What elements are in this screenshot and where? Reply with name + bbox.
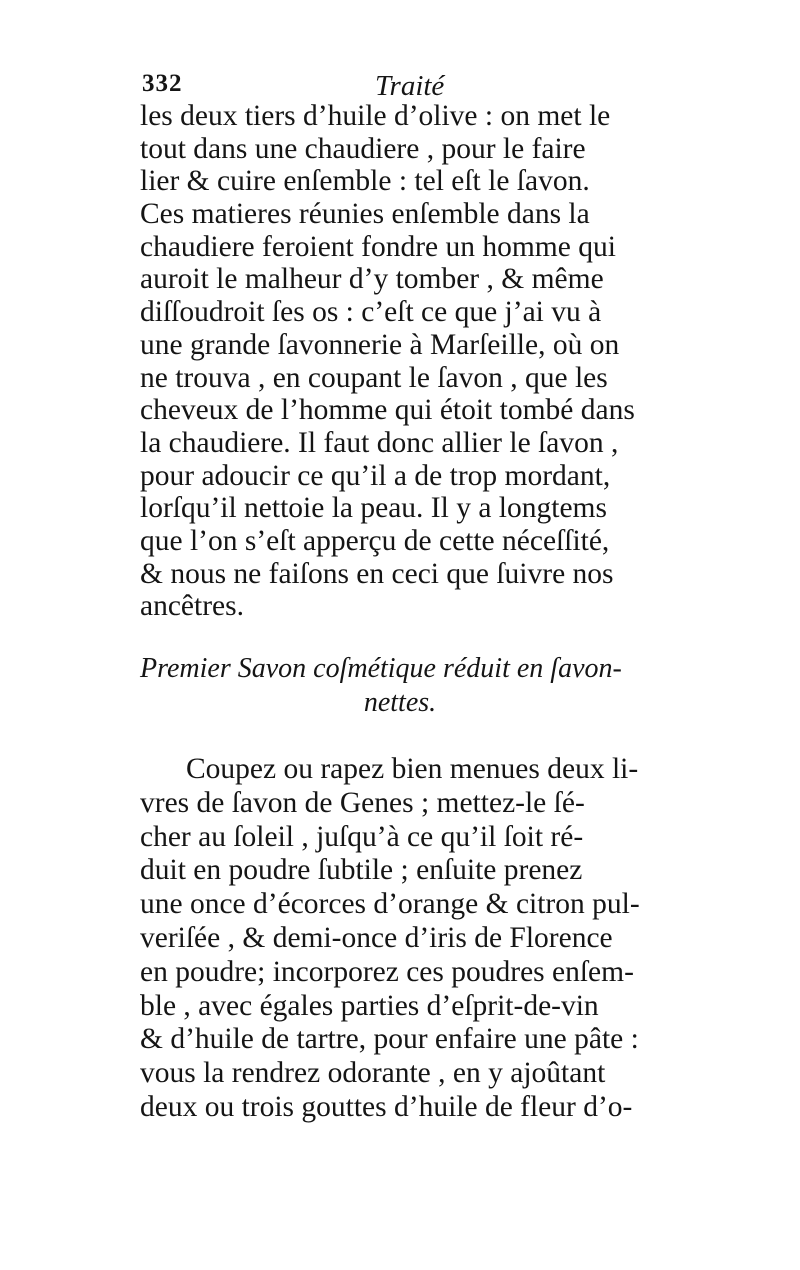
section-heading-line-1: Premier Savon coſmétique réduit en ſavon-	[140, 653, 622, 684]
text-line: Coupez ou rapez bien menues deux li-	[186, 753, 639, 785]
text-line: cher au ſoleil , juſqu’à ce qu’il ſoit ré-	[140, 820, 584, 853]
text-line: que l’on s’eſt apperçu de cette néceſſité,	[140, 524, 610, 557]
text-line: lorſqu’il nettoie la peau. Il y a longtems	[140, 492, 607, 525]
section-heading	[140, 652, 660, 720]
text-line: vous la rendrez odorante , en y ajoûtant	[140, 1057, 606, 1090]
text-line: auroit le malheur d’y tomber , & même	[140, 263, 604, 296]
text-line: Ces matieres réunies enſemble dans la	[140, 198, 590, 231]
running-title: Traité	[375, 70, 445, 102]
text-line: une grande ſavonnerie à Marſeille, où on	[140, 328, 620, 361]
text-line: veriſée , & demi-once d’iris de Florence	[140, 921, 613, 954]
text-line: chaudiere feroient fondre un homme qui	[140, 230, 616, 263]
text-line: ancêtres.	[140, 590, 244, 623]
text-line: duit en poudre ſubtile ; enſuite prenez	[140, 854, 583, 887]
text-line: & d’huile de tartre, pour enfaire une pâte :	[140, 1023, 639, 1056]
section-heading-line-2: nettes.	[363, 687, 437, 718]
text-line: vres de ſavon de Genes ; mettez-le ſé-	[140, 786, 585, 819]
text-line: & nous ne faiſons en ceci que ſuivre nos	[140, 557, 614, 590]
text-line: lier & cuire enſemble : tel eſt le ſavon.	[140, 165, 590, 198]
text-line: cheveux de l’homme qui étoit tombé dans	[140, 394, 635, 427]
text-line: deux ou trois gouttes d’huile de fleur d’o-	[140, 1090, 633, 1123]
text-line: tout dans une chaudiere , pour le faire	[140, 132, 586, 165]
text-line: diſſoudroit ſes os : c’eſt ce que j’ai vu à	[140, 296, 602, 329]
text-line: une once d’écorces d’orange & citron pul-	[140, 888, 640, 921]
body-paragraph	[140, 100, 660, 623]
text-line: pour adoucir ce qu’il a de trop mordant,	[140, 459, 611, 492]
text-line: les deux tiers d’huile d’olive : on met le	[140, 100, 611, 132]
text-line: ble , avec égales parties d’eſprit-de-vin	[140, 989, 599, 1022]
text-line: en poudre; incorporez ces poudres enſem-	[140, 955, 634, 988]
recipe-paragraph	[140, 753, 660, 1125]
text-line: la chaudiere. Il faut donc allier le ſavon ,	[140, 426, 619, 459]
page-number: 332	[142, 70, 183, 97]
text-line: ne trouva , en coupant le ſavon , que les	[140, 361, 608, 394]
